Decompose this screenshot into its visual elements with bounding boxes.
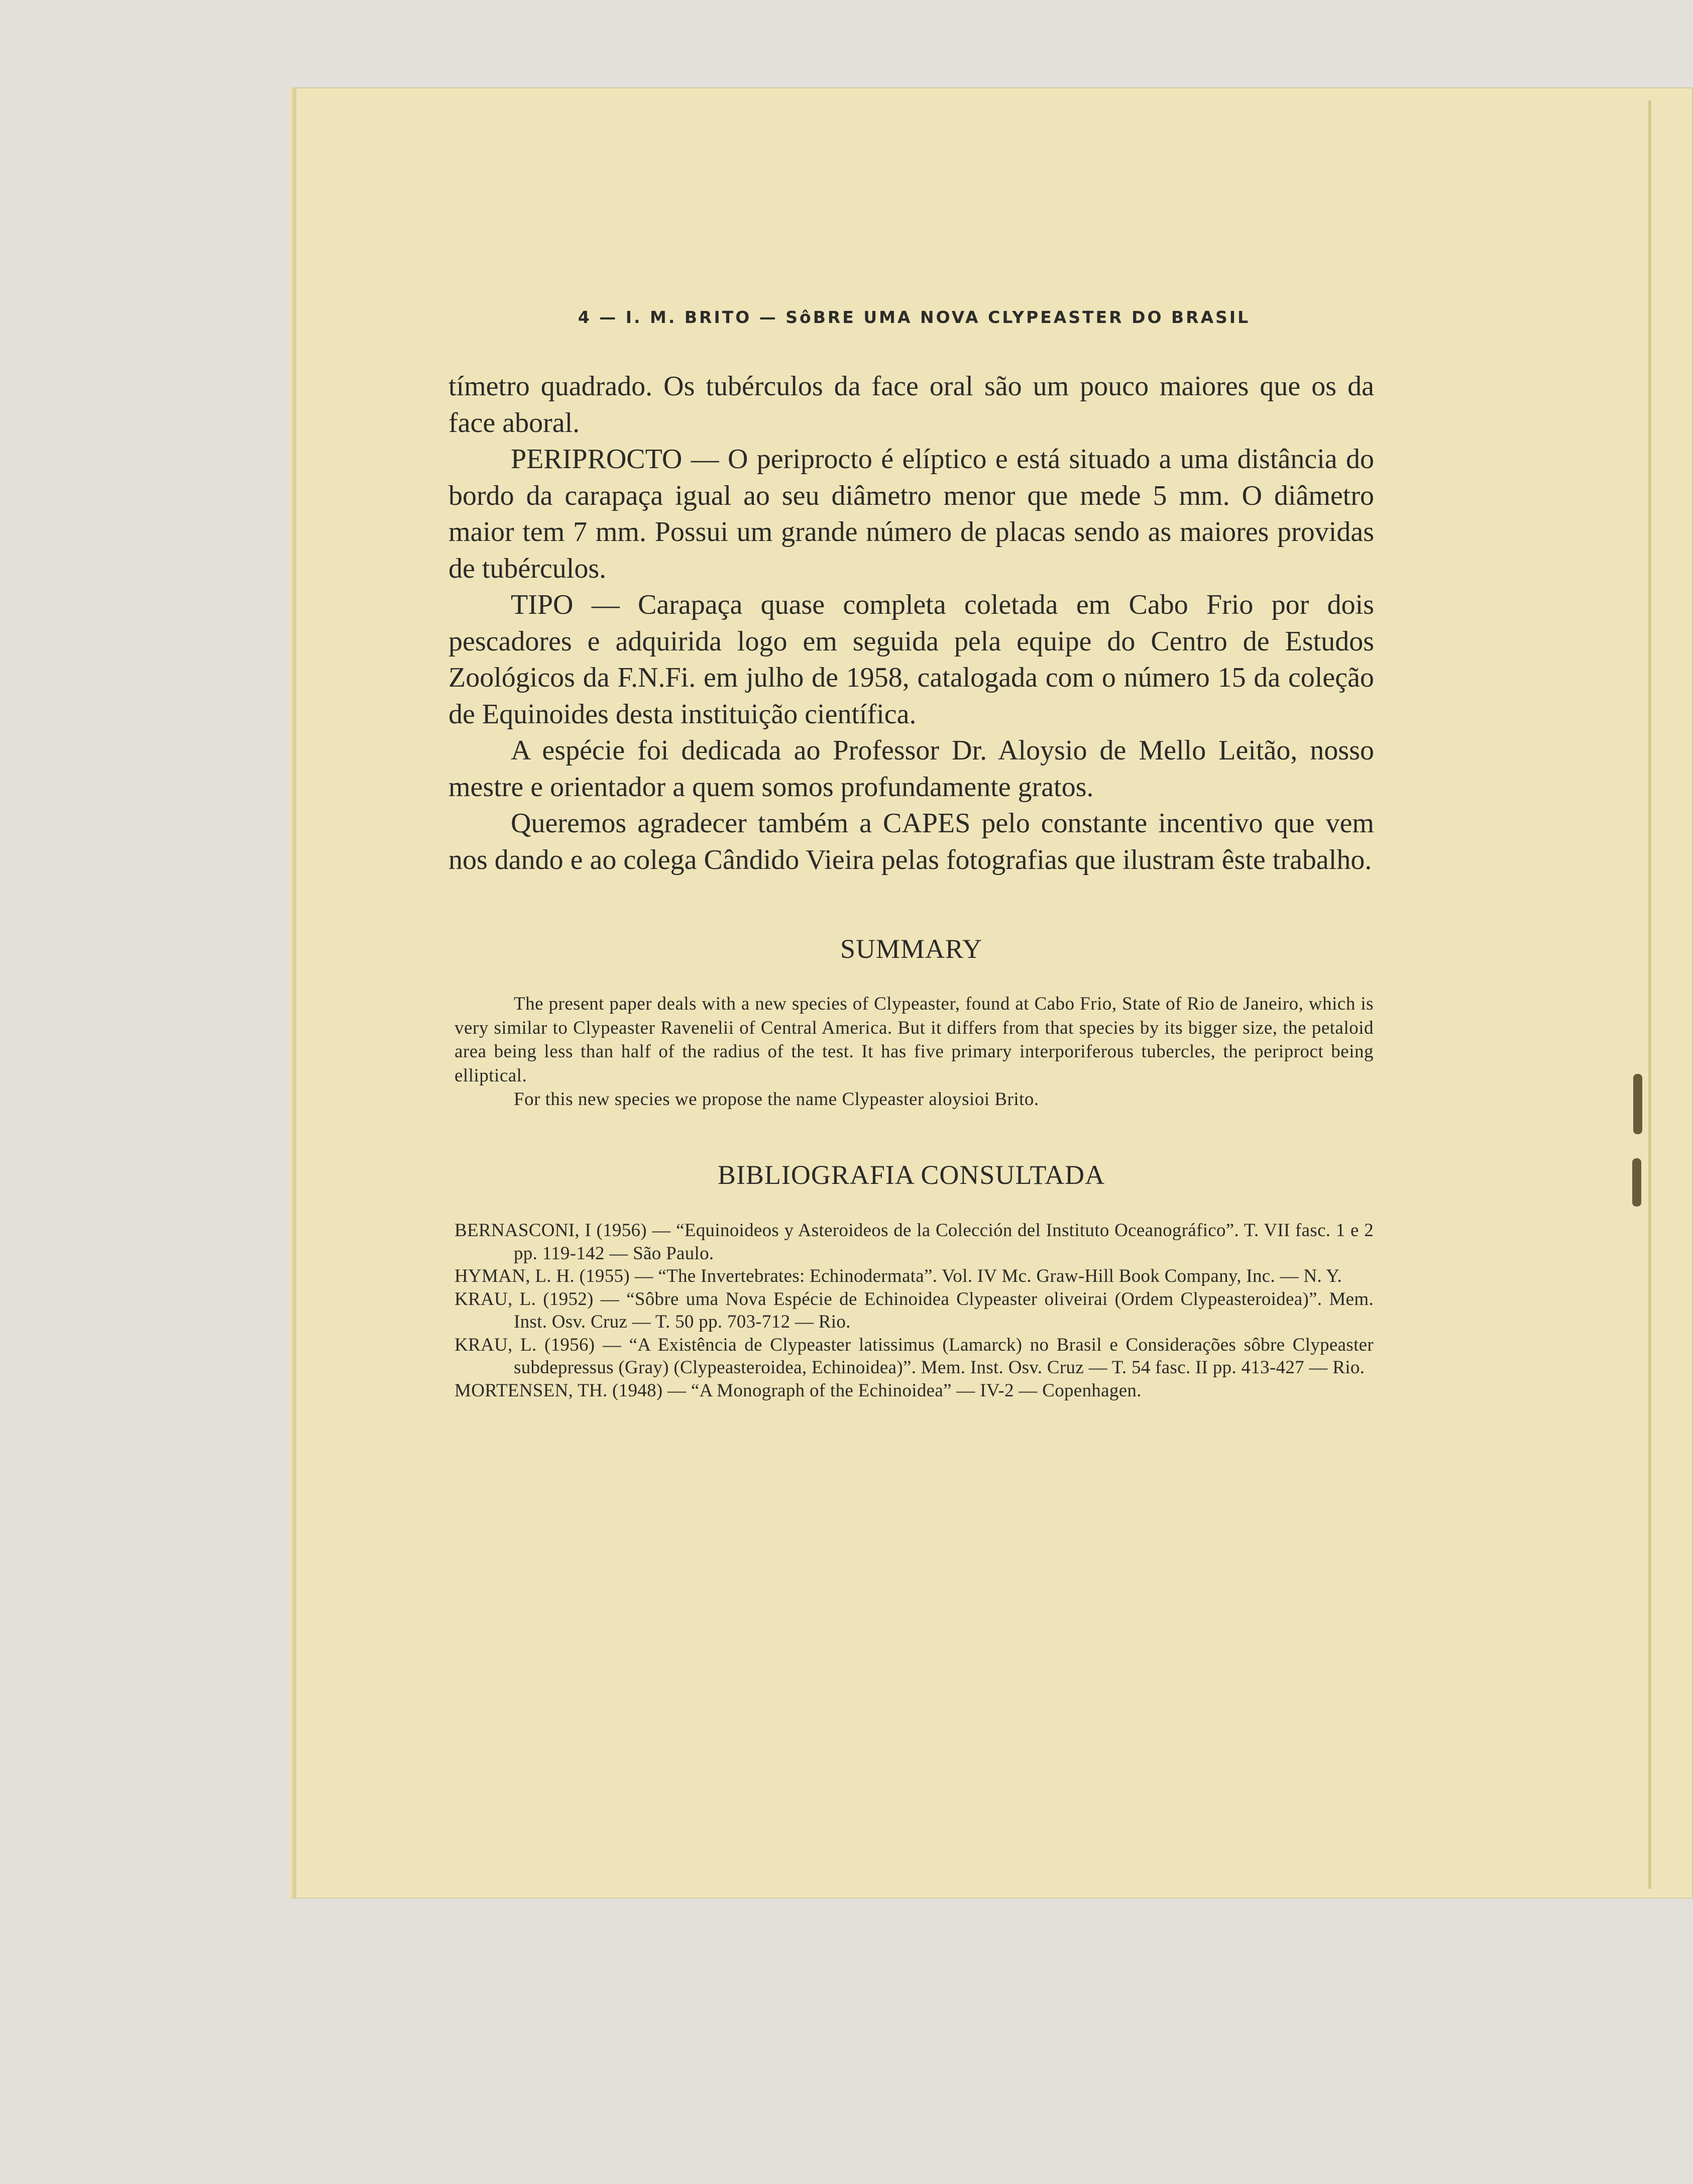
bibliography-list: [455, 1219, 1374, 1402]
reference-entry: HYMAN, L. H. (1955) — “The Invertebrates: Echinodermata”. Vol. IV Mc. Graw-Hill Book Company, Inc. — N. Y.: [455, 1266, 1342, 1286]
reference-entry: MORTENSEN, TH. (1948) — “A Monograph of the Echinoidea” — IV-2 — Copenhagen.: [455, 1380, 1142, 1401]
page-fold-edge: [1648, 100, 1651, 1889]
bibliography-heading: BIBLIOGRAFIA CONSULTADA: [717, 1160, 1105, 1190]
paragraph: tímetro quadrado. Os tubérculos da face oral são um pouco maiores que os da face aboral.: [448, 371, 1374, 439]
reference-entry: KRAU, L. (1952) — “Sôbre uma Nova Espécie de Echinoidea Clypeaster oliveirai (Ordem Clypeasteroidea)”. Mem. Inst. Osv. Cruz — T. 50 pp. 703-712 — Rio.: [455, 1288, 1374, 1332]
body-text: [448, 368, 1374, 878]
running-header: 4 — I. M. BRITO — SôBRE UMA NOVA CLYPEASTER DO BRASIL: [578, 307, 1251, 327]
staple-bottom: [1632, 1158, 1641, 1207]
reference-entry: BERNASCONI, I (1956) — “Equinoideos y Asteroideos de la Colección del Instituto Oceanográfico”. T. VII fasc. 1 e 2 pp. 119-142 — São Paulo.: [455, 1220, 1374, 1264]
summary-text: [455, 992, 1374, 1112]
paragraph: Queremos agradecer também a CAPES pelo constante incentivo que vem nos dando e ao colega Cândido Vieira pelas fotografias que ilustram êste trabalho.: [448, 808, 1374, 876]
paragraph: PERIPROCTO — O periprocto é elíptico e está situado a uma distância do bordo da carapaça igual ao seu diâmetro menor que mede 5 mm. O diâmetro maior tem 7 mm. Possui um grande número de placas sendo as maiores providas de tubérculos.: [448, 444, 1374, 584]
paragraph: A espécie foi dedicada ao Professor Dr. Aloysio de Mello Leitão, nosso mestre e orientador a quem somos profundamente gratos.: [448, 735, 1374, 803]
paragraph: TIPO — Carapaça quase completa coletada em Cabo Frio por dois pescadores e adquirida logo em seguida pela equipe do Centro de Estudos Zoológicos da F.N.Fi. em julho de 1958, catalogada com o número 15 da coleção de Equinoides desta instituição científica.: [448, 589, 1374, 730]
summary-paragraph: The present paper deals with a new species of Clypeaster, found at Cabo Frio, State of Rio de Janeiro, which is very similar to Clypeaster Ravenelii of Central America. But it differs from that species by its bigger size, the petaloid area being less than half of the radius of the test. It has five primary interporiferous tubercles, the periproct being elliptical.: [455, 994, 1374, 1086]
summary-paragraph: For this new species we propose the name Clypeaster aloysioi Brito.: [514, 1089, 1039, 1110]
summary-heading: SUMMARY: [840, 934, 983, 964]
staple-top: [1633, 1074, 1642, 1134]
reference-entry: KRAU, L. (1956) — “A Existência de Clypeaster latissimus (Lamarck) no Brasil e Considerações sôbre Clypeaster subdepressus (Gray) (Clypeasteroidea, Echinoidea)”. Mem. Inst. Osv. Cruz — T. 54 fasc. II pp. 413-427 — Rio.: [455, 1334, 1374, 1378]
